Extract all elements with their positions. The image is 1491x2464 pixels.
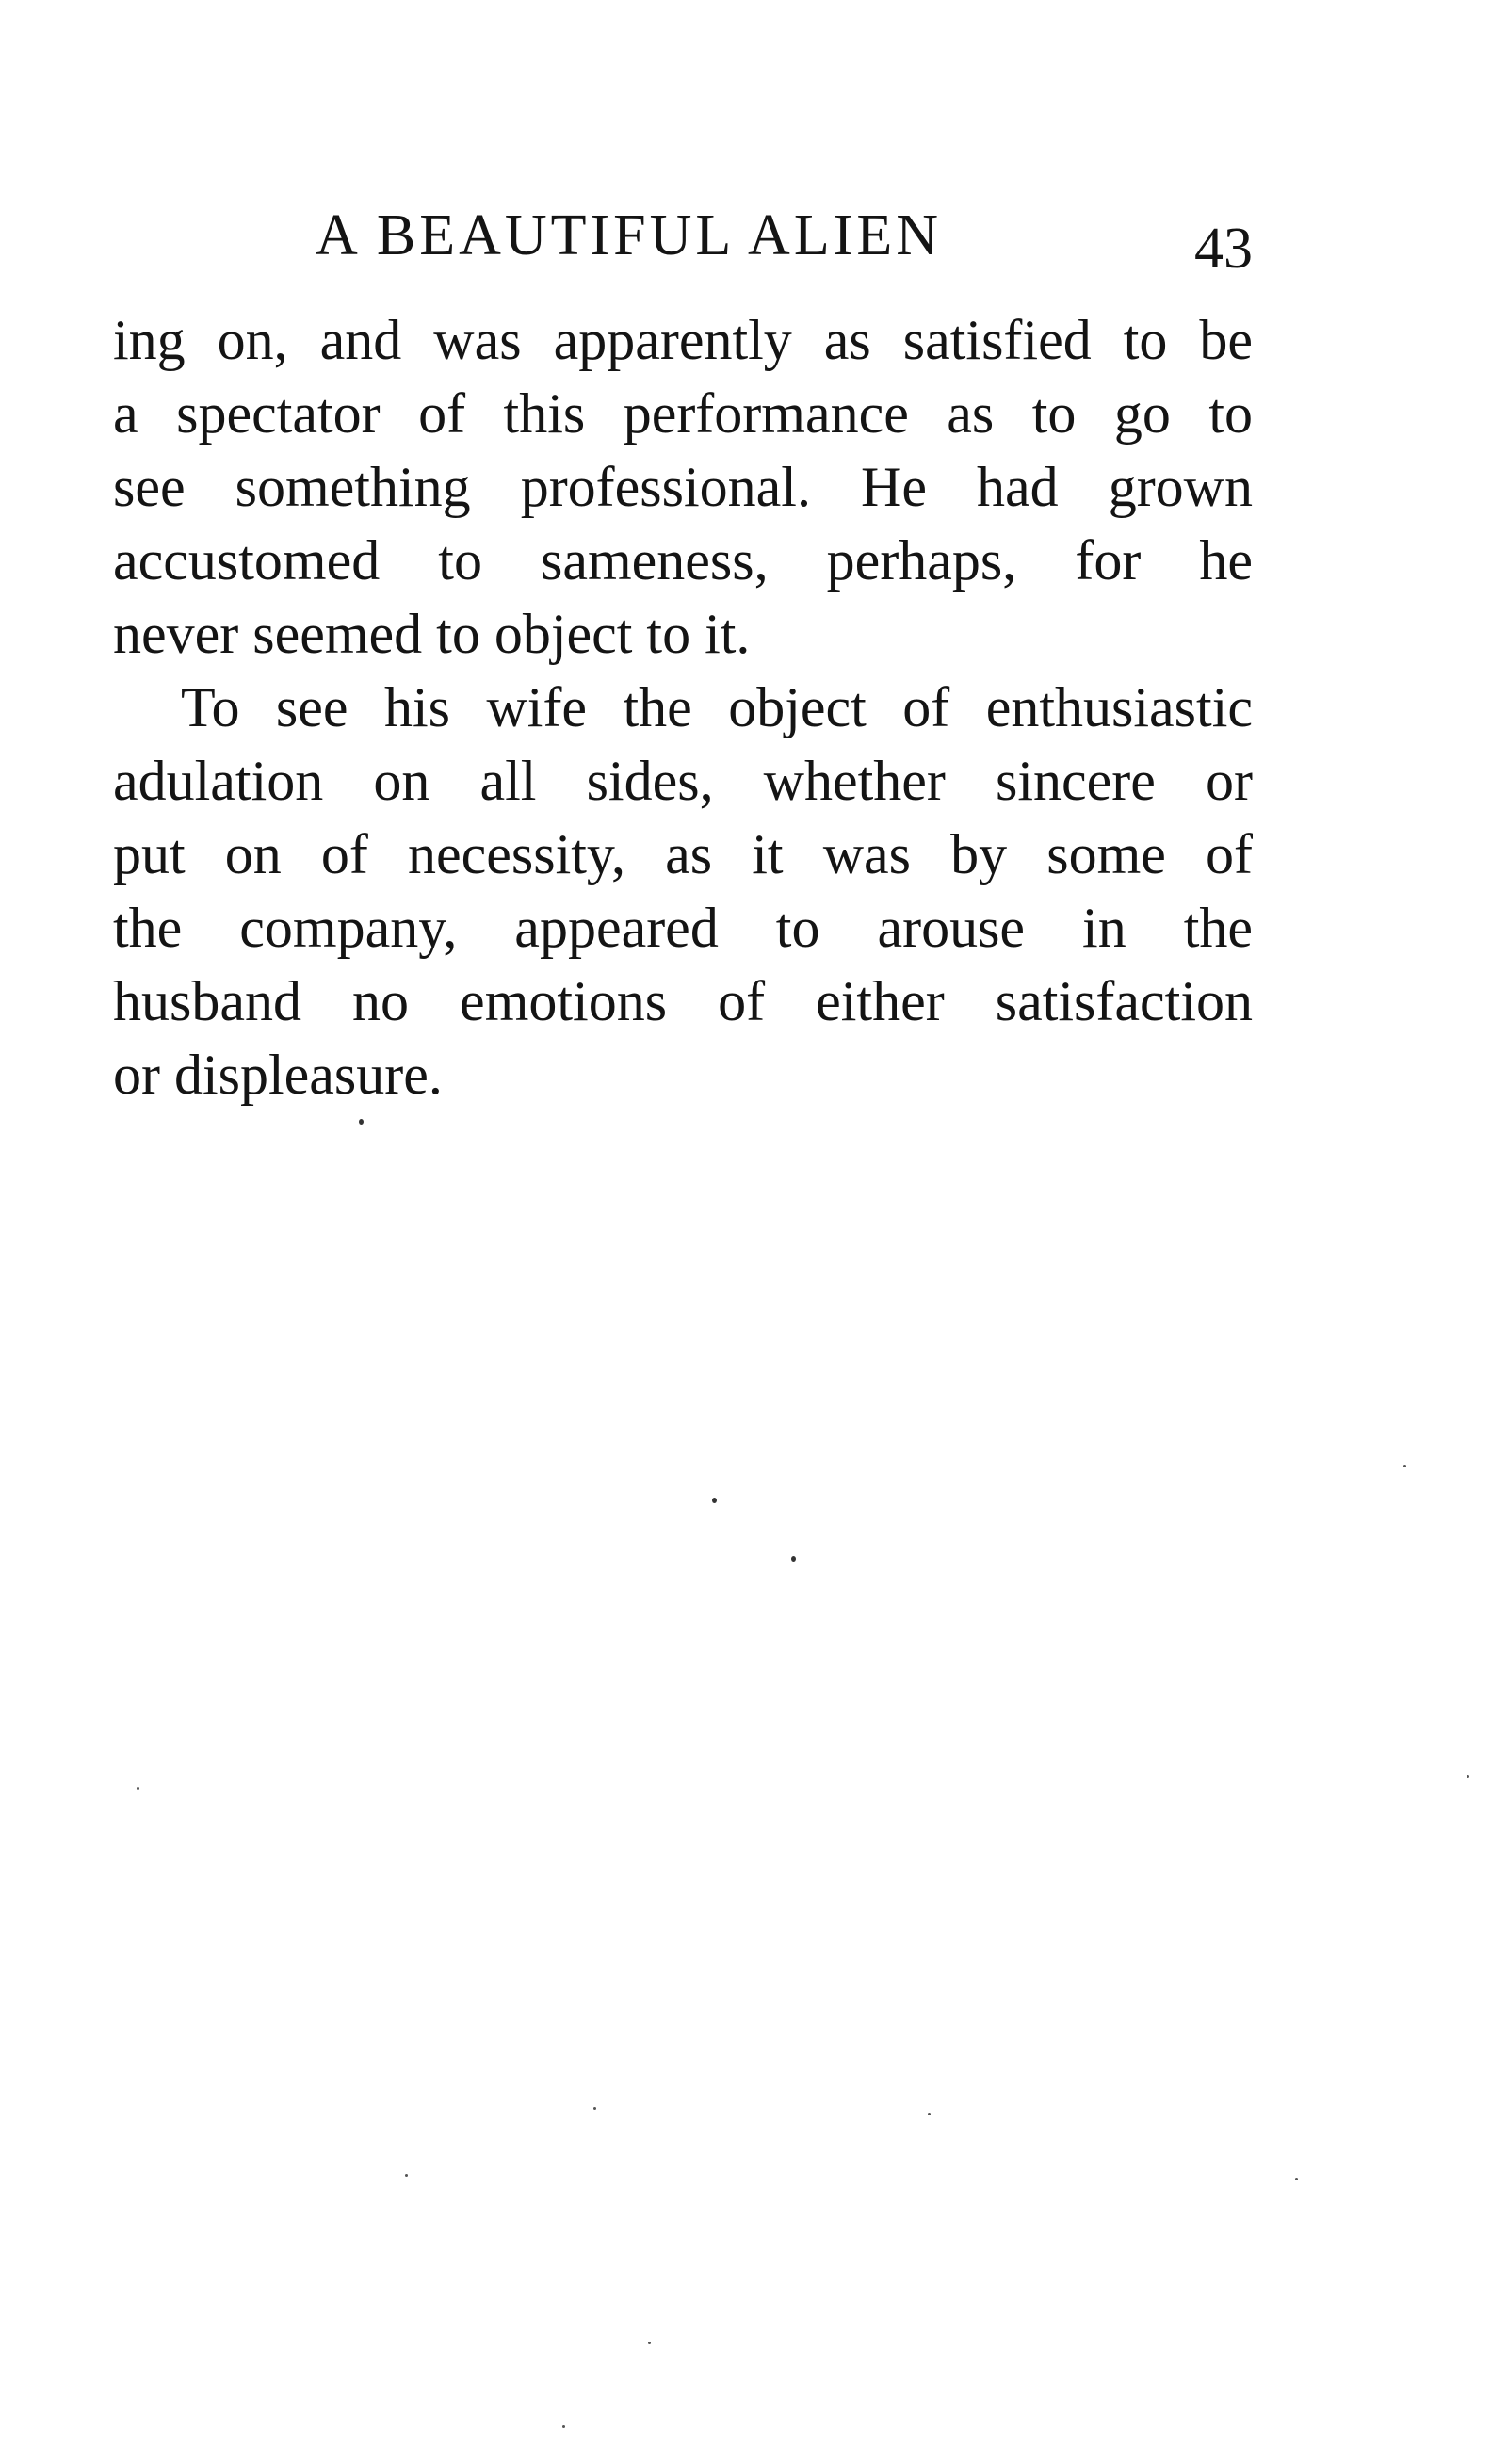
running-title: A BEAUTIFUL ALIEN [316, 203, 942, 267]
scan-speck [593, 2107, 596, 2110]
scan-speck [648, 2342, 651, 2344]
text-line: see something professional. He had grown [113, 456, 1253, 518]
scan-speck [1467, 1775, 1469, 1778]
text-line: or displeasure. [113, 1044, 443, 1106]
text-line: To see his wife the object of enthusiastic [181, 676, 1253, 738]
text-line: ing on, and was apparently as satisfied to be [113, 309, 1253, 371]
body-text [113, 303, 1253, 1111]
text-line: husband no emotions of either satisfaction [113, 970, 1253, 1032]
scan-speck [791, 1556, 796, 1562]
text-line: a spectator of this performance as to go to [113, 382, 1253, 445]
text-line: the company, appeared to arouse in the [113, 897, 1253, 959]
scan-speck [1403, 1465, 1406, 1467]
paragraph-1 [113, 303, 1253, 671]
scan-speck [1295, 2178, 1298, 2180]
scan-speck [562, 2425, 565, 2428]
scan-speck [928, 2113, 931, 2115]
text-line: accustomed to sameness, perhaps, for he [113, 529, 1253, 592]
paragraph-2 [113, 671, 1253, 1111]
scan-speck [137, 1787, 139, 1790]
text-line: put on of necessity, as it was by some of [113, 823, 1253, 885]
scan-speck [712, 1498, 717, 1503]
page-number: 43 [1194, 217, 1253, 281]
scan-speck [405, 2174, 408, 2177]
text-line: never seemed to object to it. [113, 603, 751, 665]
scan-speck [359, 1119, 364, 1125]
running-head [113, 193, 1253, 281]
text-line: adulation on all sides, whether sincere or [113, 750, 1253, 812]
